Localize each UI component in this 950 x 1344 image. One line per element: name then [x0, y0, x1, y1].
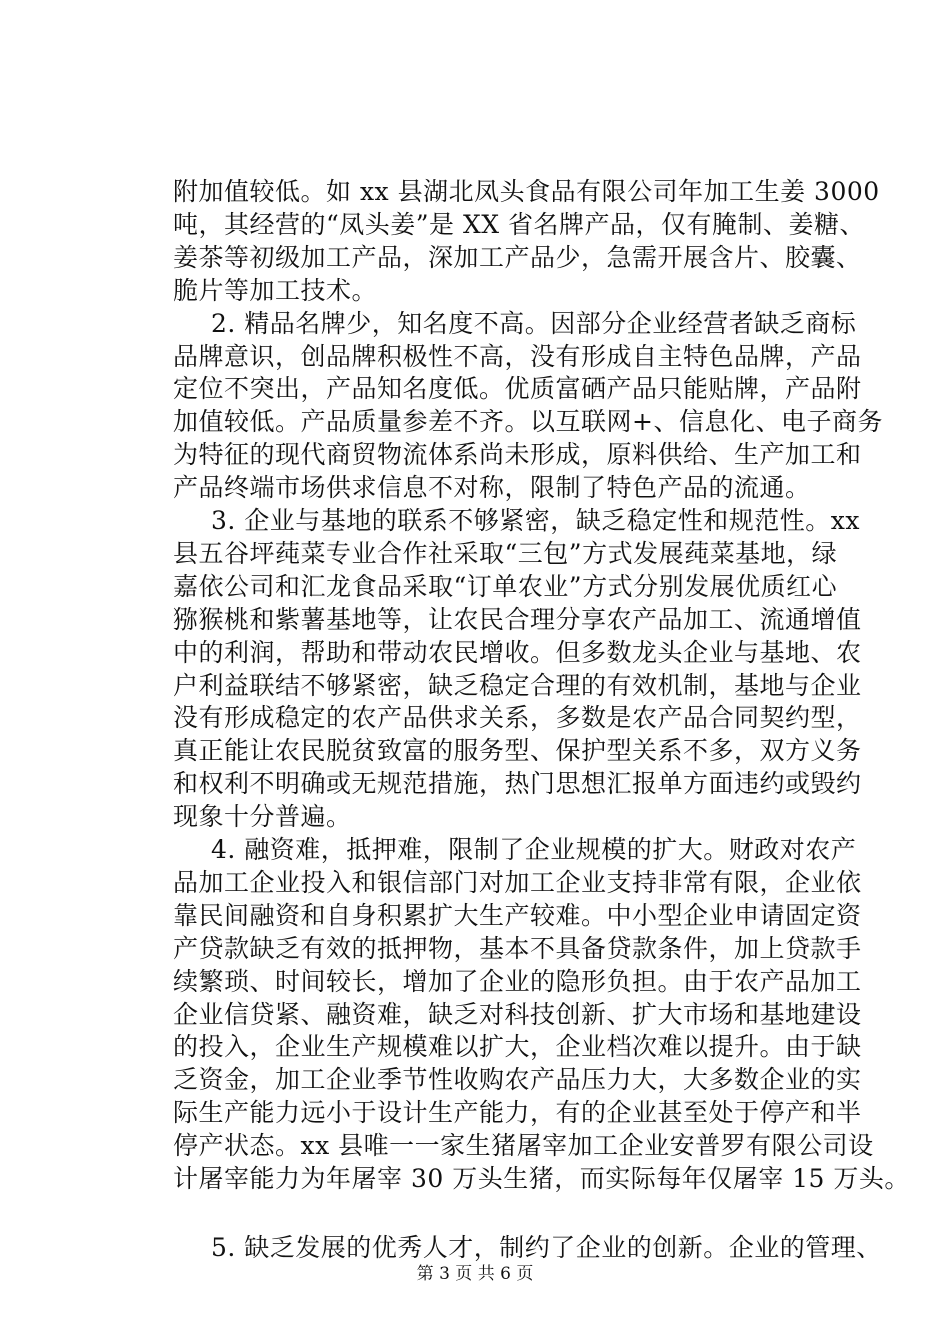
- text-line: 品牌意识，创品牌积极性不高，没有形成自主特色品牌，产品: [173, 342, 862, 371]
- page-number: 第 3 页 共 6 页: [416, 1264, 534, 1284]
- text-line: 脆片等加工技术。: [173, 276, 378, 305]
- text-line: 5. 缺乏发展的优秀人才，制约了企业的创新。企业的管理、: [211, 1233, 882, 1262]
- text-line: 品加工企业投入和银信部门对加工企业支持非常有限，企业依: [173, 868, 862, 897]
- text-line: 企业信贷紧、融资难，缺乏对科技创新、扩大市场和基地建设: [173, 1000, 862, 1029]
- text-line: 吨，其经营的“凤头姜”是 XX 省名牌产品，仅有腌制、姜糖、: [173, 210, 866, 239]
- text-line: 户利益联结不够紧密，缺乏稳定合理的有效机制，基地与企业: [173, 671, 862, 700]
- text-line: 现象十分普遍。: [173, 802, 352, 831]
- text-line: 中的利润，帮助和带动农民增收。但多数龙头企业与基地、农: [173, 638, 862, 667]
- text-line: 县五谷坪莼菜专业合作社采取“三包”方式发展莼菜基地，绿: [173, 539, 838, 568]
- text-line: 附加值较低。如 xx 县湖北凤头食品有限公司年加工生姜 3000: [173, 177, 880, 206]
- text-line: 没有形成稳定的农产品供求关系，多数是农产品合同契约型，: [173, 703, 862, 732]
- text-line: 2. 精品名牌少，知名度不高。因部分企业经营者缺乏商标: [211, 309, 857, 338]
- text-line: 姜茶等初级加工产品，深加工产品少，急需开展含片、胶囊、: [173, 243, 862, 272]
- text-line: 嘉依公司和汇龙食品采取“订单农业”方式分别发展优质红心: [173, 572, 838, 601]
- text-line: 停产状态。xx 县唯一一家生猪屠宰加工企业安普罗有限公司设: [173, 1131, 874, 1160]
- text-line: 和权利不明确或无规范措施，热门思想汇报单方面违约或毁约: [173, 769, 862, 798]
- text-line: 的投入，企业生产规模难以扩大，企业档次难以提升。由于缺: [173, 1032, 862, 1061]
- text-line: 加值较低。产品质量参差不齐。以互联网+、信息化、电子商务: [173, 407, 883, 436]
- text-line: 猕猴桃和紫薯基地等，让农民合理分享农产品加工、流通增值: [173, 605, 862, 634]
- text-line: 产贷款缺乏有效的抵押物，基本不具备贷款条件，加上贷款手: [173, 934, 862, 963]
- text-line: 产品终端市场供求信息不对称，限制了特色产品的流通。: [173, 473, 811, 502]
- text-line: 续繁琐、时间较长，增加了企业的隐形负担。由于农产品加工: [173, 967, 862, 996]
- text-line: 定位不突出，产品知名度低。优质富硒产品只能贴牌，产品附: [173, 374, 862, 403]
- text-line: 4. 融资难，抵押难，限制了企业规模的扩大。财政对农产: [211, 835, 857, 864]
- text-line: 3. 企业与基地的联系不够紧密，缺乏稳定性和规范性。xx: [211, 506, 860, 535]
- text-line: 靠民间融资和自身积累扩大生产较难。中小型企业申请固定资: [173, 901, 862, 930]
- text-line: 际生产能力远小于设计生产能力，有的企业甚至处于停产和半: [173, 1098, 862, 1127]
- text-line: 计屠宰能力为年屠宰 30 万头生猪，而实际每年仅屠宰 15 万头。: [173, 1164, 910, 1193]
- text-line: 乏资金，加工企业季节性收购农产品压力大，大多数企业的实: [173, 1065, 862, 1094]
- text-line: 真正能让农民脱贫致富的服务型、保护型关系不多，双方义务: [173, 736, 862, 765]
- text-line: 为特征的现代商贸物流体系尚未形成，原料供给、生产加工和: [173, 440, 862, 469]
